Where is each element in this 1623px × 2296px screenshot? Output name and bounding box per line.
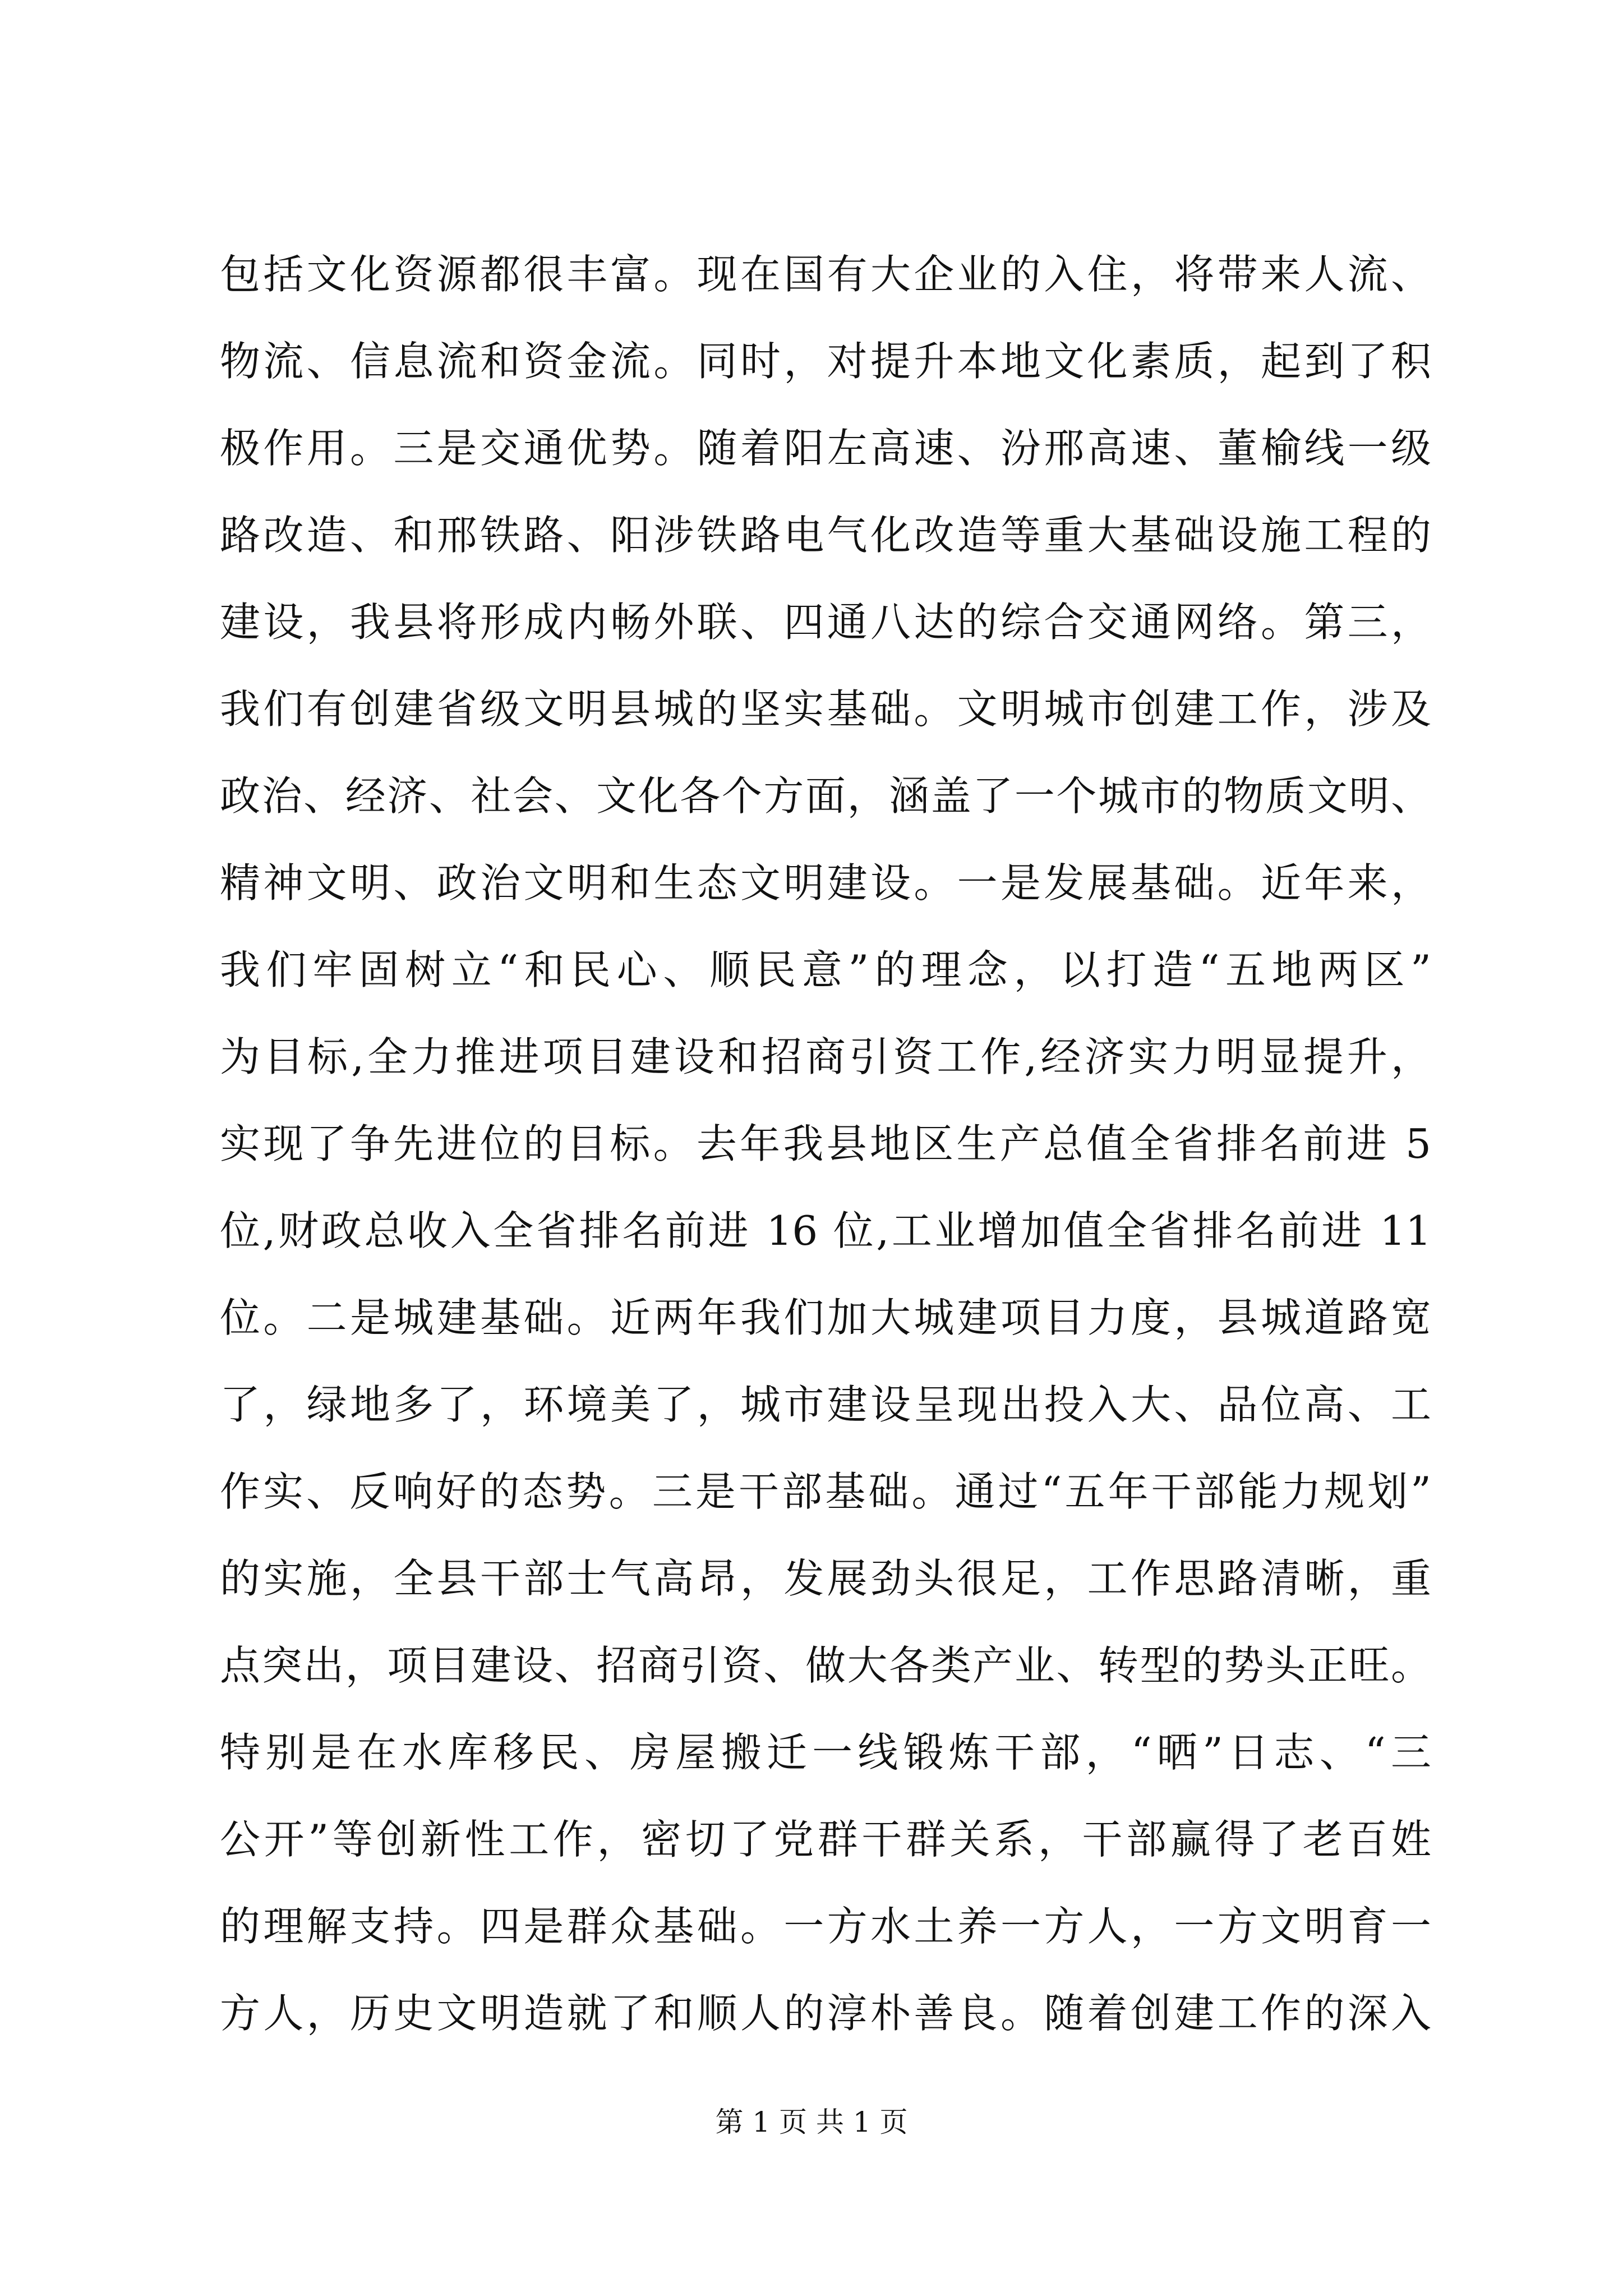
text-line: 位,财政总收入全省排名前进 16 位,工业增加值全省排名前进 11 [220,1207,1431,1254]
text-line: 建设，我县将形成内畅外联、四通八达的综合交通网络。第三， [220,599,1431,646]
text-line: 了，绿地多了，环境美了，城市建设呈现出投入大、品位高、工 [220,1381,1431,1428]
text-line: 公开”等创新性工作，密切了党群干群关系，干部赢得了老百姓 [220,1816,1431,1863]
text-line: 极作用。三是交通优势。随着阳左高速、汾邢高速、董榆线一级 [220,425,1431,472]
page-footer [0,2102,1623,2142]
text-line: 包括文化资源都很丰富。现在国有大企业的入住，将带来人流、 [220,251,1431,298]
text-line: 我们有创建省级文明县城的坚实基础。文明城市创建工作，涉及 [220,685,1431,733]
text-line: 的实施，全县干部士气高昂，发展劲头很足，工作思路清晰，重 [220,1555,1431,1602]
text-line: 精神文明、政治文明和生态文明建设。一是发展基础。近年来， [220,859,1431,907]
text-line: 的理解支持。四是群众基础。一方水土养一方人，一方文明育一 [220,1903,1431,1950]
text-line: 位。二是城建基础。近两年我们加大城建项目力度，县城道路宽 [220,1294,1431,1341]
text-line: 我们牢固树立“和民心、顺民意”的理念，以打造“五地两区” [220,946,1431,993]
text-line: 特别是在水库移民、房屋搬迁一线锻炼干部，“晒”日志、“三 [220,1729,1431,1776]
text-line: 作实、反响好的态势。三是干部基础。通过“五年干部能力规划” [220,1468,1431,1515]
text-line: 为目标,全力推进项目建设和招商引资工作,经济实力明显提升， [220,1033,1431,1080]
text-line: 政治、经济、社会、文化各个方面，涵盖了一个城市的物质文明、 [220,772,1431,820]
page-number-label: 第 1 页 共 1 页 [715,2106,908,2138]
text-line: 路改造、和邢铁路、阳涉铁路电气化改造等重大基础设施工程的 [220,512,1431,559]
text-line: 物流、信息流和资金流。同时，对提升本地文化素质，起到了积 [220,338,1431,385]
text-line: 点突出，项目建设、招商引资、做大各类产业、转型的势头正旺。 [220,1642,1431,1689]
text-line: 实现了争先进位的目标。去年我县地区生产总值全省排名前进 5 [220,1120,1431,1167]
text-line: 方人，历史文明造就了和顺人的淳朴善良。随着创建工作的深入 [220,1990,1431,2037]
body-text [220,231,1431,2057]
